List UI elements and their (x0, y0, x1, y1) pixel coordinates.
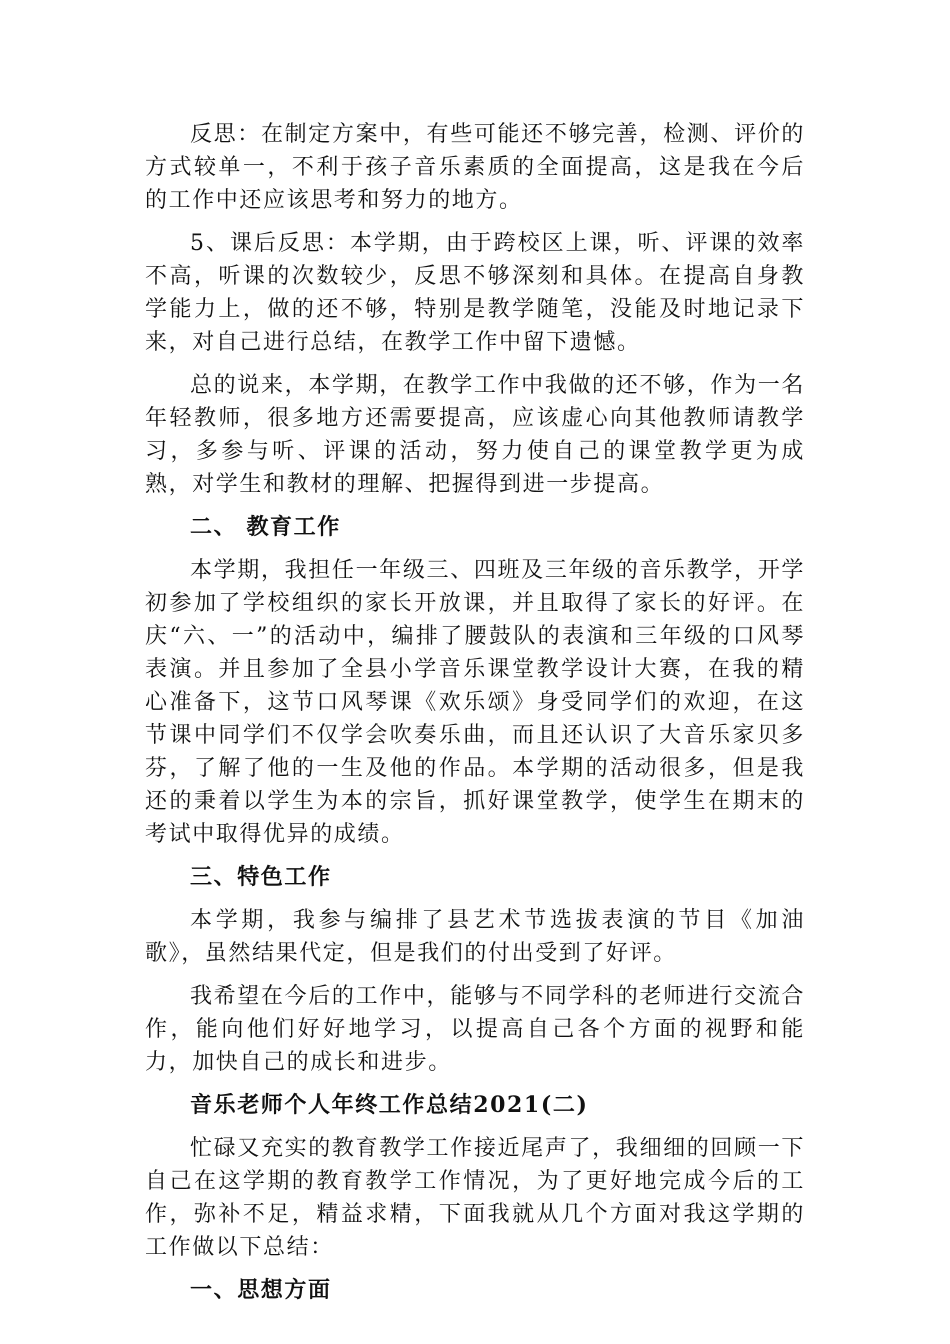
paragraph-after-class-reflection: 5、课后反思：本学期，由于跨校区上课，听、评课的效率不高，听课的次数较少，反思不够深刻和具体。在提高自身教学能力上，做的还不够，特别是教学随笔，没能及时地记录下来，对自己进行总结，在教学工作中留下遗憾。 (145, 231, 805, 355)
paragraph-summary: 总的说来，本学期，在教学工作中我做的还不够，作为一名年轻教师，很多地方还需要提高，应该虚心向其他教师请教学习，多参与听、评课的活动，努力使自己的课堂教学更为成熟，对学生和教材的理解、把握得到进一步提高。 (145, 373, 805, 497)
document-subtitle: 音乐老师个人年终工作总结2021(二) (190, 1092, 589, 1118)
paragraph-education-work: 本学期，我担任一年级三、四班及三年级的音乐教学，开学初参加了学校组织的家长开放课，并且取得了家长的好评。在庆“六、一”的活动中，编排了腰鼓队的表演和三年级的口风琴表演。并且参加了全县小学音乐课堂教学设计大赛，在我的精心准备下，这节口风琴课《欢乐颂》身受同学们的欢迎，在这节课中同学们不仅学会吹奏乐曲，而且还认识了大音乐家贝多芬，了解了他的一生及他的作品。本学期的活动很多，但是我还的秉着以学生为本的宗旨，抓好课堂教学，使学生在期末的考试中取得优异的成绩。 (145, 558, 805, 847)
section-heading-education-work: 二、 教育工作 (190, 515, 341, 540)
paragraph-special-work: 本学期，我参与编排了县艺术节选拔表演的节目《加油歌》，虽然结果代定，但是我们的付出受到了好评。 (145, 908, 805, 966)
paragraph-hope: 我希望在今后的工作中，能够与不同学科的老师进行交流合作，能向他们好好地学习，以提高自己各个方面的视野和能力，加快自己的成长和进步。 (145, 984, 805, 1075)
paragraph-intro: 忙碌又充实的教育教学工作接近尾声了，我细细的回顾一下自己在这学期的教育教学工作情况，为了更好地完成今后的工作，弥补不足，精益求精，下面我就从几个方面对我这学期的工作做以下总结： (145, 1136, 805, 1260)
section-heading-thoughts: 一、思想方面 (190, 1278, 332, 1303)
paragraph-reflection: 反思：在制定方案中，有些可能还不够完善，检测、评价的方式较单一，不利于孩子音乐素质的全面提高，这是我在今后的工作中还应该思考和努力的地方。 (145, 122, 805, 213)
document-page (145, 118, 805, 1317)
section-heading-special-work: 三、特色工作 (190, 865, 332, 890)
